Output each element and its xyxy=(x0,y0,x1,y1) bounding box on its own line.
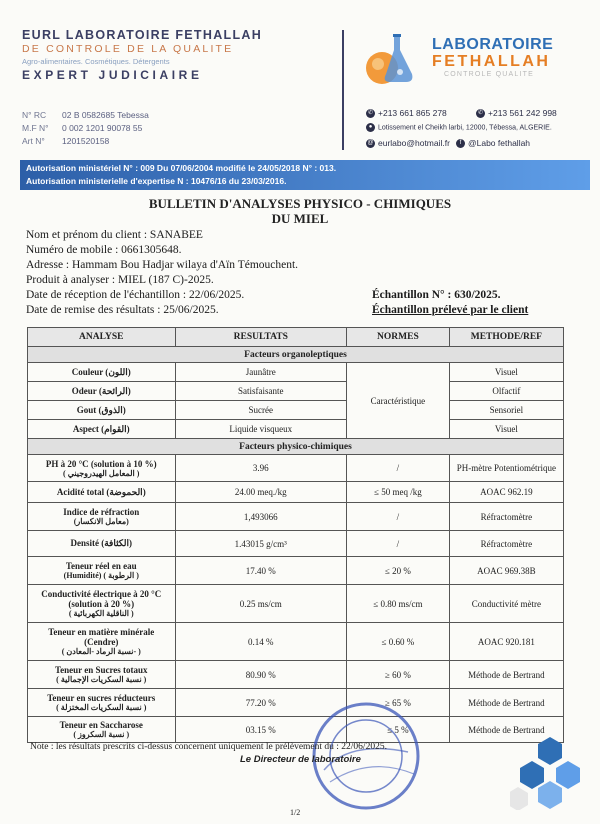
results-date: Date de remise des résultats : 25/06/2025. xyxy=(26,304,219,316)
authorization-line2: Autorisation ministerielle d'expertise N : 10476/16 du 23/03/2016. xyxy=(26,176,287,186)
table-row xyxy=(28,585,564,623)
bulletin-subtitle: DU MIEL xyxy=(271,211,329,226)
cell-result: 0.25 ms/cm xyxy=(175,585,347,623)
cell-method: PH-mètre Potentiométrique xyxy=(449,455,563,482)
cell-method: AOAC 962.19 xyxy=(449,482,563,503)
cell-norme: ≤ 5 % xyxy=(347,717,450,743)
registry-rc: N° RC 02 B 0582685 Tebessa xyxy=(22,110,149,120)
cell-method: AOAC 969.38B xyxy=(449,557,563,585)
cell-analyse: Odeur (الرائحة) xyxy=(28,382,176,401)
section-row xyxy=(28,347,564,363)
table-row xyxy=(28,531,564,557)
cell-result: 77.20 % xyxy=(175,689,347,717)
sample-number: Échantillon N° : 630/2025. xyxy=(372,289,501,301)
cell-method: Sensoriel xyxy=(449,401,563,420)
cell-norme: ≤ 0.60 % xyxy=(347,623,450,661)
cell-norme: / xyxy=(347,455,450,482)
cell-norme: / xyxy=(347,503,450,531)
cell-method: Méthode de Bertrand xyxy=(449,689,563,717)
cell-result: Liquide visqueux xyxy=(175,420,347,439)
cell-analyse: Teneur en sucres réducteurs ( نسبة السكريات المختزلة ) xyxy=(28,689,176,717)
director-signature-label: Le Directeur de laboratoire xyxy=(240,754,361,765)
cell-result: Jaunâtre xyxy=(175,363,347,382)
brand-name-line2: FETHALLAH xyxy=(432,53,551,70)
reception-date: Date de réception de l'échantillon : 22/06/2025. xyxy=(26,289,245,301)
phone-icon: ✆ xyxy=(477,110,484,117)
cell-norme: Caractéristique xyxy=(347,363,450,439)
cell-norme: ≥ 60 % xyxy=(347,661,450,689)
cell-result: Satisfaisante xyxy=(175,382,347,401)
table-row xyxy=(28,420,564,439)
results-table xyxy=(27,327,564,743)
table-row xyxy=(28,557,564,585)
bulletin-title: BULLETIN D'ANALYSES PHYSICO - CHIMIQUES xyxy=(148,196,452,211)
cell-method: Conductivité mètre xyxy=(449,585,563,623)
expert-label: EXPERT JUDICIAIRE xyxy=(22,68,203,82)
cell-norme: ≥ 65 % xyxy=(347,689,450,717)
cell-result: 24.00 meq./kg xyxy=(175,482,347,503)
cell-norme: ≤ 0.80 ms/cm xyxy=(347,585,450,623)
company-name: EURL LABORATOIRE FETHALLAH xyxy=(22,28,263,42)
cell-method: Visuel xyxy=(449,363,563,382)
brand-name-line1: LABORATOIRE xyxy=(432,36,554,53)
table-row xyxy=(28,689,564,717)
cell-method: Visuel xyxy=(449,420,563,439)
cell-analyse: Couleur (اللون) xyxy=(28,363,176,382)
cell-norme: ≤ 50 meq /kg xyxy=(347,482,450,503)
cell-norme: / xyxy=(347,531,450,557)
product: Produit à analyser : MIEL (187 C)-2025. xyxy=(26,274,214,286)
address: ● Lotissement el Cheikh larbi, 12000, Tébessa, ALGERIE. xyxy=(366,123,552,132)
table-row xyxy=(28,503,564,531)
cell-method: Méthode de Bertrand xyxy=(449,661,563,689)
cell-result: 0.14 % xyxy=(175,623,347,661)
cell-result: 03.15 % xyxy=(175,717,347,743)
cell-analyse: Teneur en matière minérale (Cendre) ( نسبة الرماد -المعادن- ) xyxy=(28,623,176,661)
registry-mf: M.F N° 0 002 1201 90078 55 xyxy=(22,123,143,133)
cell-method: Réfractomètre xyxy=(449,531,563,557)
sample-origin: Échantillon prélevé par le client xyxy=(372,304,529,316)
table-row xyxy=(28,717,564,743)
email-icon: @ xyxy=(367,140,374,147)
flask-logo-icon xyxy=(360,28,420,88)
cell-result: 1,493066 xyxy=(175,503,347,531)
table-row xyxy=(28,623,564,661)
cell-analyse: Teneur réel en eau (Humidité) ( الرطوبة ) xyxy=(28,557,176,585)
col-resultats: RESULTATS xyxy=(175,328,347,347)
cell-result: 1.43015 g/cm³ xyxy=(175,531,347,557)
cell-result: 3.96 xyxy=(175,455,347,482)
cell-analyse: Teneur en Sucres totaux ( نسبة السكريات الإجمالية ) xyxy=(28,661,176,689)
client-address: Adresse : Hammam Bou Hadjar wilaya d'Aïn Témouchent. xyxy=(26,259,299,271)
cell-analyse: Densité (الكثافة) xyxy=(28,531,176,557)
header-divider xyxy=(342,30,344,150)
facebook: f @Labo fethallah xyxy=(456,138,530,148)
table-row xyxy=(28,482,564,503)
table-row xyxy=(28,382,564,401)
table-header-row xyxy=(28,328,564,347)
col-normes: NORMES xyxy=(347,328,450,347)
cell-norme: ≤ 20 % xyxy=(347,557,450,585)
company-sectors: Agro-alimentaires. Cosmétiques. Détergents xyxy=(22,57,170,66)
phone-2: ✆ +213 561 242 998 xyxy=(477,108,557,118)
client-mobile: Numéro de mobile : 0661305648. xyxy=(26,244,182,256)
section-physico: Facteurs physico-chimiques xyxy=(28,439,564,455)
brand-tagline: CONTROLE QUALITE xyxy=(444,71,534,78)
table-row xyxy=(28,661,564,689)
section-row xyxy=(28,439,564,455)
cell-method: AOAC 920.181 xyxy=(449,623,563,661)
cell-analyse: Acidité total (الحموضة) xyxy=(28,482,176,503)
cell-method: Méthode de Bertrand xyxy=(449,717,563,743)
page-number: 1/2 xyxy=(290,808,301,817)
phone-icon: ✆ xyxy=(367,110,374,117)
cell-analyse: PH à 20 °C (solution à 10 %) ( المعامل الهيدروجيني ) xyxy=(28,455,176,482)
email: @ eurlabo@hotmail.fr xyxy=(367,138,450,148)
section-organoleptic: Facteurs organoleptiques xyxy=(28,347,564,363)
cell-method: Réfractomètre xyxy=(449,503,563,531)
location-icon: ● xyxy=(366,123,375,132)
hexagon-decoration-icon xyxy=(510,735,585,810)
cell-method: Olfactif xyxy=(449,382,563,401)
cell-analyse: Conductivité électrique à 20 °C (solution à 20 %) ( الناقلية الكهربائية ) xyxy=(28,585,176,623)
table-row xyxy=(28,401,564,420)
col-methode: METHODE/REF xyxy=(449,328,563,347)
registry-art: Art N° 1201520158 xyxy=(22,136,110,146)
cell-analyse: Aspect (القوام) xyxy=(28,420,176,439)
authorization-banner xyxy=(20,160,590,190)
cell-analyse: Gout (الذوق) xyxy=(28,401,176,420)
cell-result: 80.90 % xyxy=(175,661,347,689)
table-row xyxy=(28,363,564,382)
company-subtitle: DE CONTROLE DE LA QUALITE xyxy=(22,43,234,55)
col-analyse: ANALYSE xyxy=(28,328,176,347)
facebook-icon: f xyxy=(456,139,465,148)
authorization-line1: Autorisation ministériel N° : 009 Du 07/06/2004 modifié le 24/05/2018 N° : 013. xyxy=(26,163,337,173)
table-row xyxy=(28,455,564,482)
phone-1: ✆ +213 661 865 278 xyxy=(367,108,447,118)
cell-analyse: Teneur en Saccharose ( نسبة السكروز ) xyxy=(28,717,176,743)
results-note: Note : les résultats prescrits ci-dessus concernent uniquement le prélèvement du : 22/06/2025. xyxy=(30,742,387,752)
cell-analyse: Indice de réfraction (معامل الانكسار) xyxy=(28,503,176,531)
client-name: Nom et prénom du client : SANABEE xyxy=(26,229,203,241)
cell-result: Sucrée xyxy=(175,401,347,420)
cell-result: 17.40 % xyxy=(175,557,347,585)
